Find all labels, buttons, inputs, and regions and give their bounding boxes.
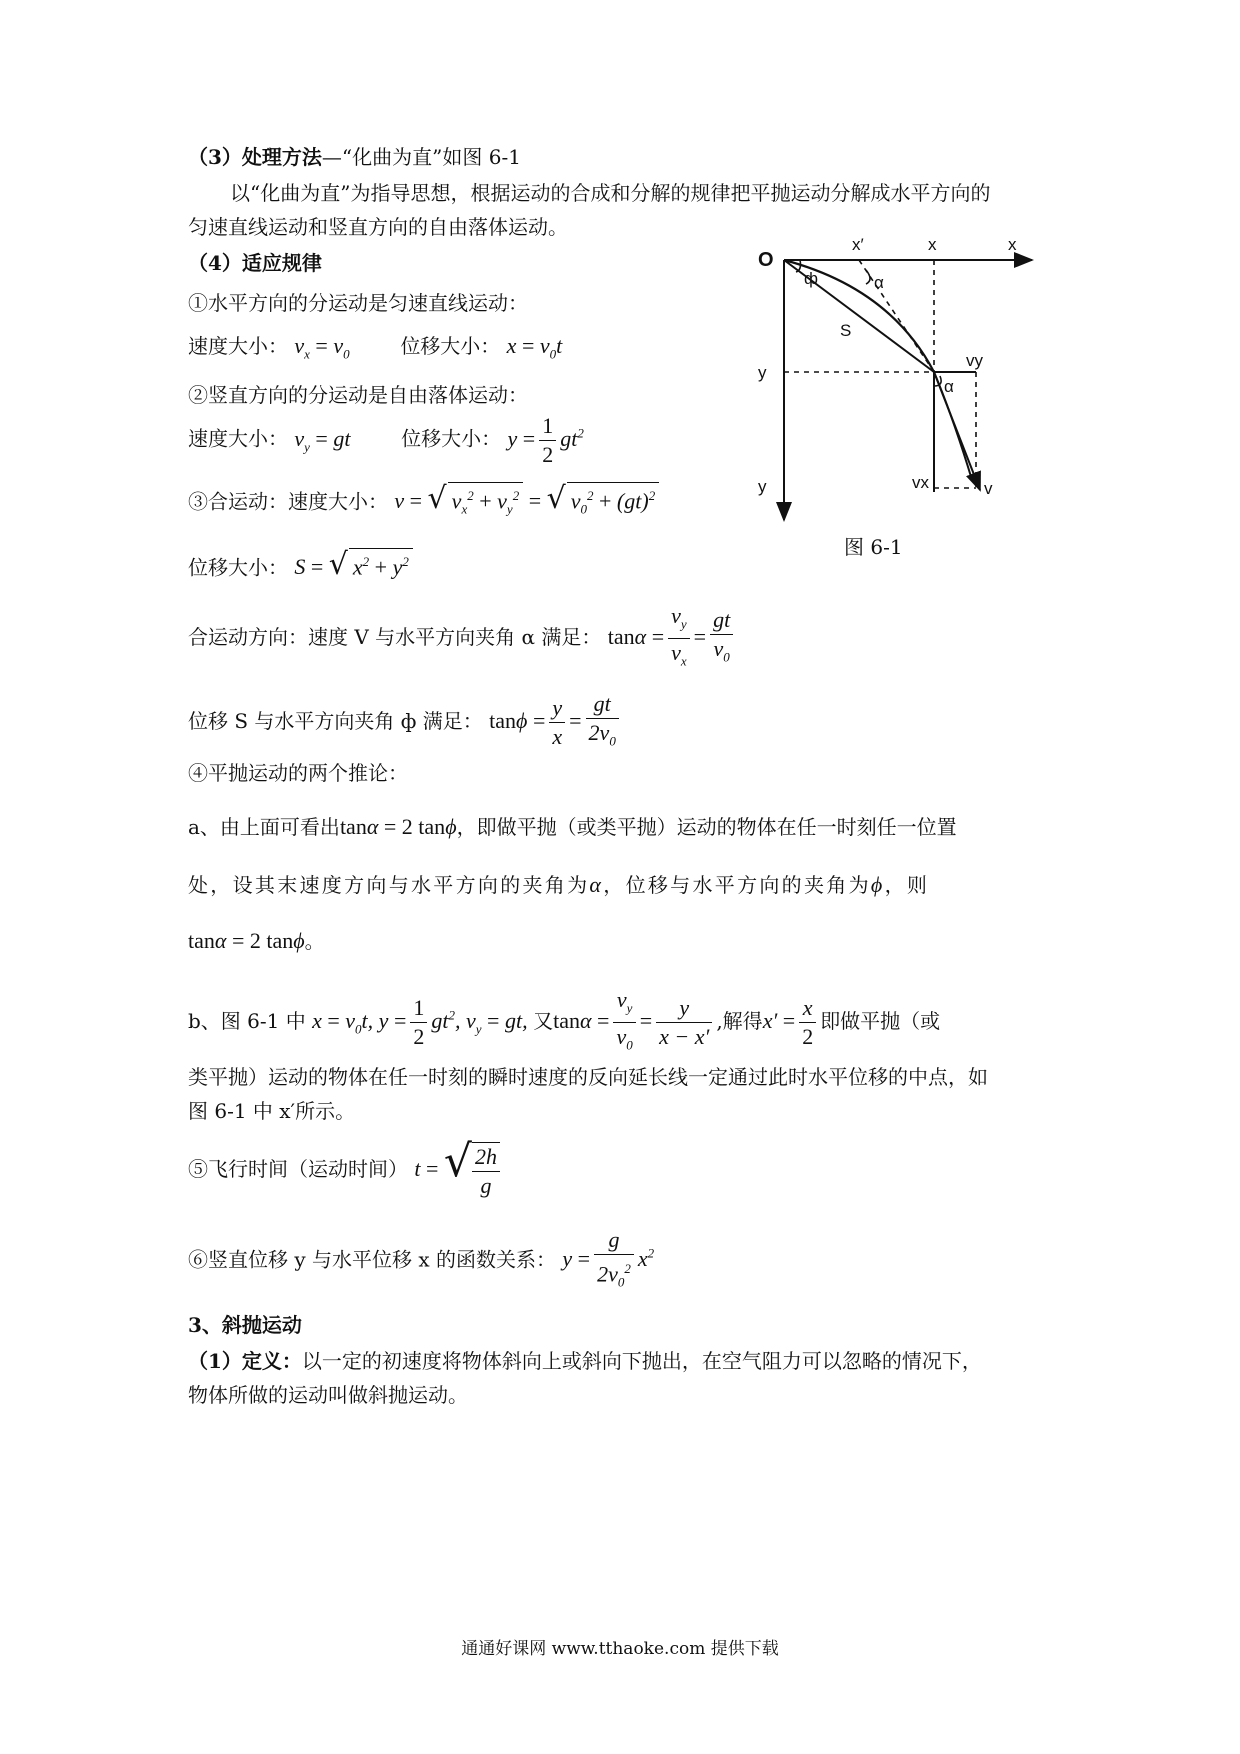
formula-tan-alpha: tanα = $\frac{v_y}{v_x}$ = $\frac{gt}{v_0}$ [608, 624, 737, 649]
formula-y: y = $\frac{1}{2}$ $gt^2$ [507, 413, 584, 467]
b-tail: 即做平抛（或 [820, 1008, 941, 1033]
fig-label-v: v [984, 479, 993, 498]
formula-tan-phi: tanϕ = $\frac{y}{x}$ = $\frac{gt}{2v_0}$ [489, 708, 623, 733]
disp-angle-row [188, 690, 623, 755]
item-1: ①水平方向的分运动是匀速直线运动： [188, 291, 528, 315]
formula-tan-relation: tanα = 2 tanϕ [339, 814, 457, 839]
item-1-formulas [188, 333, 562, 367]
formula-vy: $v_y$ = gt [294, 425, 351, 454]
alpha-arc-top [866, 270, 870, 284]
a-text2a: 处，设其末速度方向与水平方向的夹角为 [188, 873, 590, 897]
section-4-heading: （4）适应规律 [188, 251, 322, 275]
item-2: ②竖直方向的分运动是自由落体运动： [188, 383, 528, 407]
formula-s: S = √ $x^2 + y^2$ [294, 554, 413, 579]
fig-label-x-mid: x [928, 235, 937, 254]
section-3-para-line2: 匀速直线运动和竖直方向的自由落体运动。 [188, 215, 568, 239]
direction-row [188, 602, 737, 676]
a-prefix: a、由上面可看出 [188, 815, 340, 839]
disp-angle-label: 位移 S 与水平方向夹角 ф 满足： [188, 708, 483, 733]
item-4: ④平抛运动的两个推论： [188, 761, 408, 785]
formula-tan-relation-2: tanα = 2 tanϕ [188, 928, 305, 953]
fig-label-alpha-top: α [874, 273, 884, 292]
fig-label-y-axis: y [758, 477, 767, 496]
velocity-label-2: 速度大小： [188, 426, 288, 451]
fig-label-vy: vy [966, 351, 983, 370]
displacement-label-2: 位移大小： [401, 426, 502, 451]
corollary-b-line1: b、图 6-1 中 $x = v_0t$, y = $\frac{1}{2}$ $gt^2$, $v_y$ = gt, 又tanα = $\frac{v_y}{v_0}$ = $\frac{y}{x - x'}$ ,解得x′ = $\frac{x}{2}$ 即做平抛（或 [188, 987, 941, 1053]
formula-v: v = √ $v_x^2 + v_y^2$ = √ $v_0^2 + (gt)^2$ [394, 488, 659, 513]
oblique-def-label: （1）定义： [188, 1349, 302, 1373]
fig-label-vx: vx [912, 473, 929, 492]
item-3-label: ③合运动：速度大小： [188, 489, 388, 514]
formula-t: t = √ $\frac{2h}{g}$ [414, 1156, 504, 1181]
formula-y-x: y = $\frac{g}{2v_0^2}$ $x^2$ [562, 1227, 655, 1290]
a-text1: ，即做平抛（或类平抛）运动的物体在任一时刻任一位置 [456, 815, 957, 839]
corollary-b-line3: 图 6-1 中 x′所示。 [188, 1099, 356, 1123]
fig-label-x-prime: x′ [852, 235, 864, 254]
section-3-heading-rest: —“化曲为直”如图 6-1 [321, 145, 521, 169]
oblique-heading: 3、斜抛运动 [188, 1313, 302, 1337]
section-3-para-line1: 以“化曲为直”为指导思想，根据运动的合成和分解的规律把平抛运动分解成水平方向的 [230, 181, 991, 205]
figure-6-1 [740, 230, 1060, 530]
fig-label-s: S [840, 321, 852, 340]
fig-label-x-axis: x [1008, 235, 1017, 254]
displacement-label: 位移大小： [400, 334, 501, 358]
item-5 [188, 1136, 504, 1200]
corollary-a-line1 [188, 814, 957, 840]
oblique-def-text1: 以一定的初速度将物体斜向上或斜向下抛出，在空气阻力可以忽略的情况下， [301, 1349, 982, 1373]
corollary-b-line2: 类平抛）运动的物体在任一时刻的瞬时速度的反向延长线一定通过此时水平位移的中点，如 [188, 1065, 988, 1089]
fig-label-origin: O [758, 249, 774, 271]
oblique-def-line2: 物体所做的运动叫做斜抛运动。 [188, 1383, 468, 1407]
item-3 [188, 482, 659, 523]
section-3-heading [188, 144, 521, 170]
b-prefix: b、图 6-1 中 [188, 1008, 306, 1033]
b-solved: ,解得 [716, 1008, 763, 1033]
item-5-label: ⑤飞行时间（运动时间） [188, 1157, 408, 1182]
corollary-a-line2: 处，设其末速度方向与水平方向的夹角为α，位移与水平方向的夹角为ϕ，则 [188, 872, 930, 897]
item-6 [188, 1226, 654, 1297]
fig-label-alpha-bottom: α [944, 377, 954, 396]
displacement-magnitude [188, 547, 413, 583]
fig-label-y-mid: y [758, 363, 767, 382]
formula-x: $x = v_0t$ [506, 333, 563, 362]
formula-vx: $v_x = v_0$ [294, 333, 350, 362]
velocity-label: 速度大小： [188, 334, 288, 358]
direction-label: 合运动方向：速度 V 与水平方向夹角 α 满足： [188, 624, 602, 649]
a-text2b: ，位移与水平方向的夹角为 [603, 873, 871, 897]
formula-b: $x = v_0t$, y = $\frac{1}{2}$ $gt^2$, $v_y$ = gt, 又tanα = $\frac{v_y}{v_0}$ = $\frac{y}{x - x'}$ [312, 1008, 716, 1033]
oblique-def-line1 [188, 1348, 982, 1374]
a-text2c: ，则 [884, 873, 930, 897]
page-footer: 通通好课网 www.tthaoke.com 提供下载 [461, 1639, 779, 1659]
section-3-heading-bold: （3）处理方法 [188, 145, 322, 169]
item-2-formulas [188, 412, 584, 469]
corollary-a-line3 [188, 928, 325, 954]
fig-label-phi: ф [804, 269, 818, 288]
figure-caption: 图 6-1 [844, 535, 903, 559]
item-6-label: ⑥竖直位移 y 与水平位移 x 的函数关系： [188, 1247, 557, 1272]
a-text3-end: 。 [304, 929, 325, 953]
disp-mag-label: 位移大小： [188, 555, 288, 580]
